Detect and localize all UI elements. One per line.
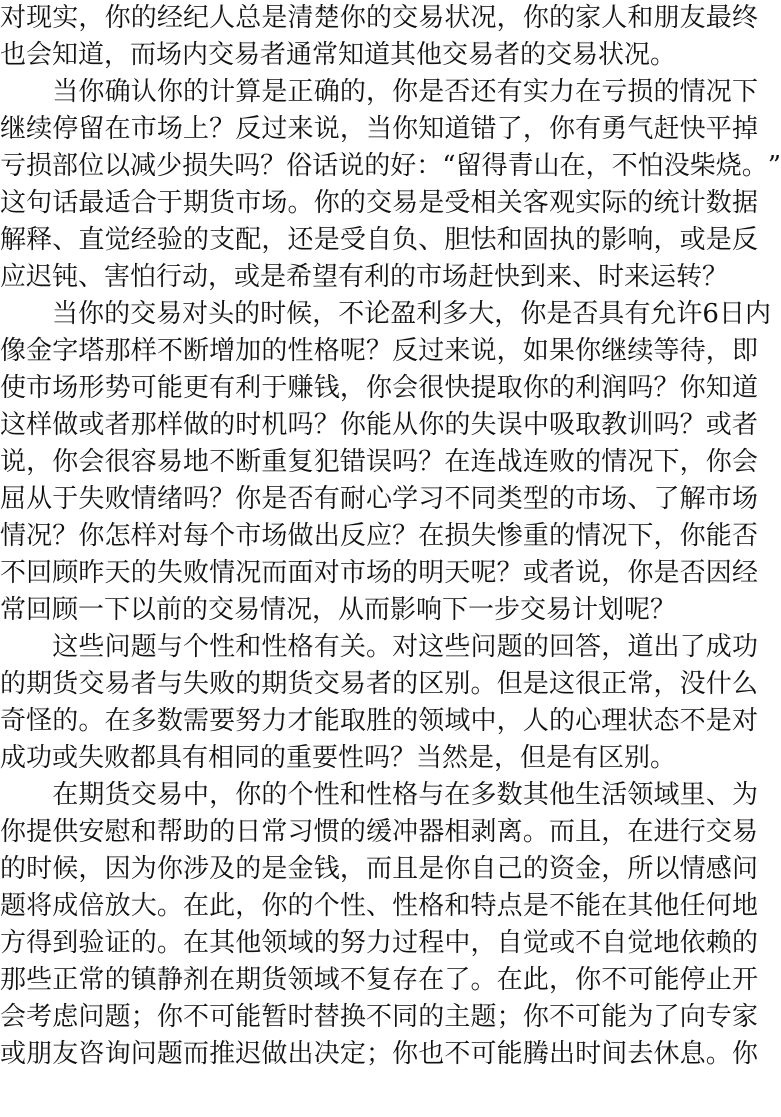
text-line: 当 你 的 交 易 对 头 的 时 候 ， 不 论 盈 利 多 大 ， 你 是 否 具 有 允 许 6 日 内 (52, 299, 771, 329)
text-line: 或 朋 友 咨 询 问 题 而 推 迟 做 出 决 定 ； 你 也 不 可 能 腾 出 时 间 去 休 息 。 你 (0, 1039, 758, 1069)
text-line: 解 释 、 直 觉 经 验 的 支 配 ， 还 是 受 自 负 、 胆 怯 和 固 执 的 影 响 ， 或 是 反 (0, 225, 758, 255)
text-line: 会 考 虑 问 题 ； 你 不 可 能 暂 时 替 换 不 同 的 主 题 ； 你 不 可 能 为 了 向 专 家 (0, 1002, 758, 1032)
text-line: 也会知道，而场内交易者通常知道其他交易者的交易状况。 (0, 40, 677, 70)
text-line: 像 金 字 塔 那 样 不 断 增 加 的 性 格 呢 ？ 反 过 来 说 ， 如 果 你 继 续 等 待 ， 即 (0, 336, 758, 366)
text-line: 屈 从 于 失 败 情 绪 吗 ？ 你 是 否 有 耐 心 学 习 不 同 类 型 的 市 场 、 了 解 市 场 (0, 484, 758, 514)
text-line: 使 市 场 形 势 可 能 更 有 利 于 赚 钱 ， 你 会 很 快 提 取 你 的 利 润 吗 ？ 你 知 道 (0, 373, 758, 403)
text-line: 对 现 实 ， 你 的 经 纪 人 总 是 清 楚 你 的 交 易 状 况 ， 你 的 家 人 和 朋 友 最 终 (0, 3, 758, 33)
text-line: 成功或失败都具有相同的重要性吗？当然是，但是有区别。 (0, 743, 677, 773)
text-line: 那 些 正 常 的 镇 静 剂 在 期 货 领 域 不 复 存 在 了 。 在 此 ， 你 不 可 能 停 止 开 (0, 965, 758, 995)
text-line: 应迟钝、害怕行动，或是希望有利的市场赶快到来、时来运转？ (0, 262, 729, 292)
text-line: 亏 损 部 位 以 减 少 损 失 吗 ？ 俗 话 说 的 好 ： “ 留 得 青 山 在 ， 不 怕 没 柴 烧 。 ” (0, 151, 781, 181)
text-line: 说 ， 你 会 很 容 易 地 不 断 重 复 犯 错 误 吗 ？ 在 连 战 连 败 的 情 况 下 ， 你 会 (0, 447, 758, 477)
text-line: 方 得 到 验 证 的 。 在 其 他 领 域 的 努 力 过 程 中 ， 自 觉 或 不 自 觉 地 依 赖 的 (0, 928, 758, 958)
text-line: 这 样 做 或 者 那 样 做 的 时 机 吗 ？ 你 能 从 你 的 失 误 中 吸 取 教 训 吗 ？ 或 者 (0, 410, 758, 440)
text-line: 继 续 停 留 在 市 场 上 ？ 反 过 来 说 ， 当 你 知 道 错 了 ， 你 有 勇 气 赶 快 平 掉 (0, 114, 758, 144)
text-line: 奇 怪 的 。 在 多 数 需 要 努 力 才 能 取 胜 的 领 域 中 ， 人 的 心 理 状 态 不 是 对 (0, 706, 758, 736)
text-line: 的 时 候 ， 因 为 你 涉 及 的 是 金 钱 ， 而 且 是 你 自 己 的 资 金 ， 所 以 情 感 问 (0, 854, 758, 884)
text-line: 这 些 问 题 与 个 性 和 性 格 有 关 。 对 这 些 问 题 的 回 答 ， 道 出 了 成 功 (52, 632, 758, 662)
text-line: 你 提 供 安 慰 和 帮 助 的 日 常 习 惯 的 缓 冲 器 相 剥 离 。 而 且 ， 在 进 行 交 易 (0, 817, 758, 847)
text-line: 情 况 ？ 你 怎 样 对 每 个 市 场 做 出 反 应 ？ 在 损 失 惨 重 的 情 况 下 ， 你 能 否 (0, 521, 758, 551)
text-line: 常回顾一下以前的交易情况，从而影响下一步交易计划呢？ (0, 595, 677, 625)
text-line: 不 回 顾 昨 天 的 失 败 情 况 而 面 对 市 场 的 明 天 呢 ？ 或 者 说 ， 你 是 否 因 经 (0, 558, 758, 588)
text-line: 题 将 成 倍 放 大 。 在 此 ， 你 的 个 性 、 性 格 和 特 点 是 不 能 在 其 他 任 何 地 (0, 891, 758, 921)
text-line: 在 期 货 交 易 中 ， 你 的 个 性 和 性 格 与 在 多 数 其 他 生 活 领 域 里 、 为 (52, 780, 758, 810)
text-line: 当 你 确 认 你 的 计 算 是 正 确 的 ， 你 是 否 还 有 实 力 在 亏 损 的 情 况 下 (52, 77, 758, 107)
text-line: 这 句 话 最 适 合 于 期 货 市 场 。 你 的 交 易 是 受 相 关 客 观 实 际 的 统 计 数 据 (0, 188, 758, 218)
text-line: 的 期 货 交 易 者 与 失 败 的 期 货 交 易 者 的 区 别 。 但 是 这 很 正 常 ， 没 什 么 (0, 669, 758, 699)
